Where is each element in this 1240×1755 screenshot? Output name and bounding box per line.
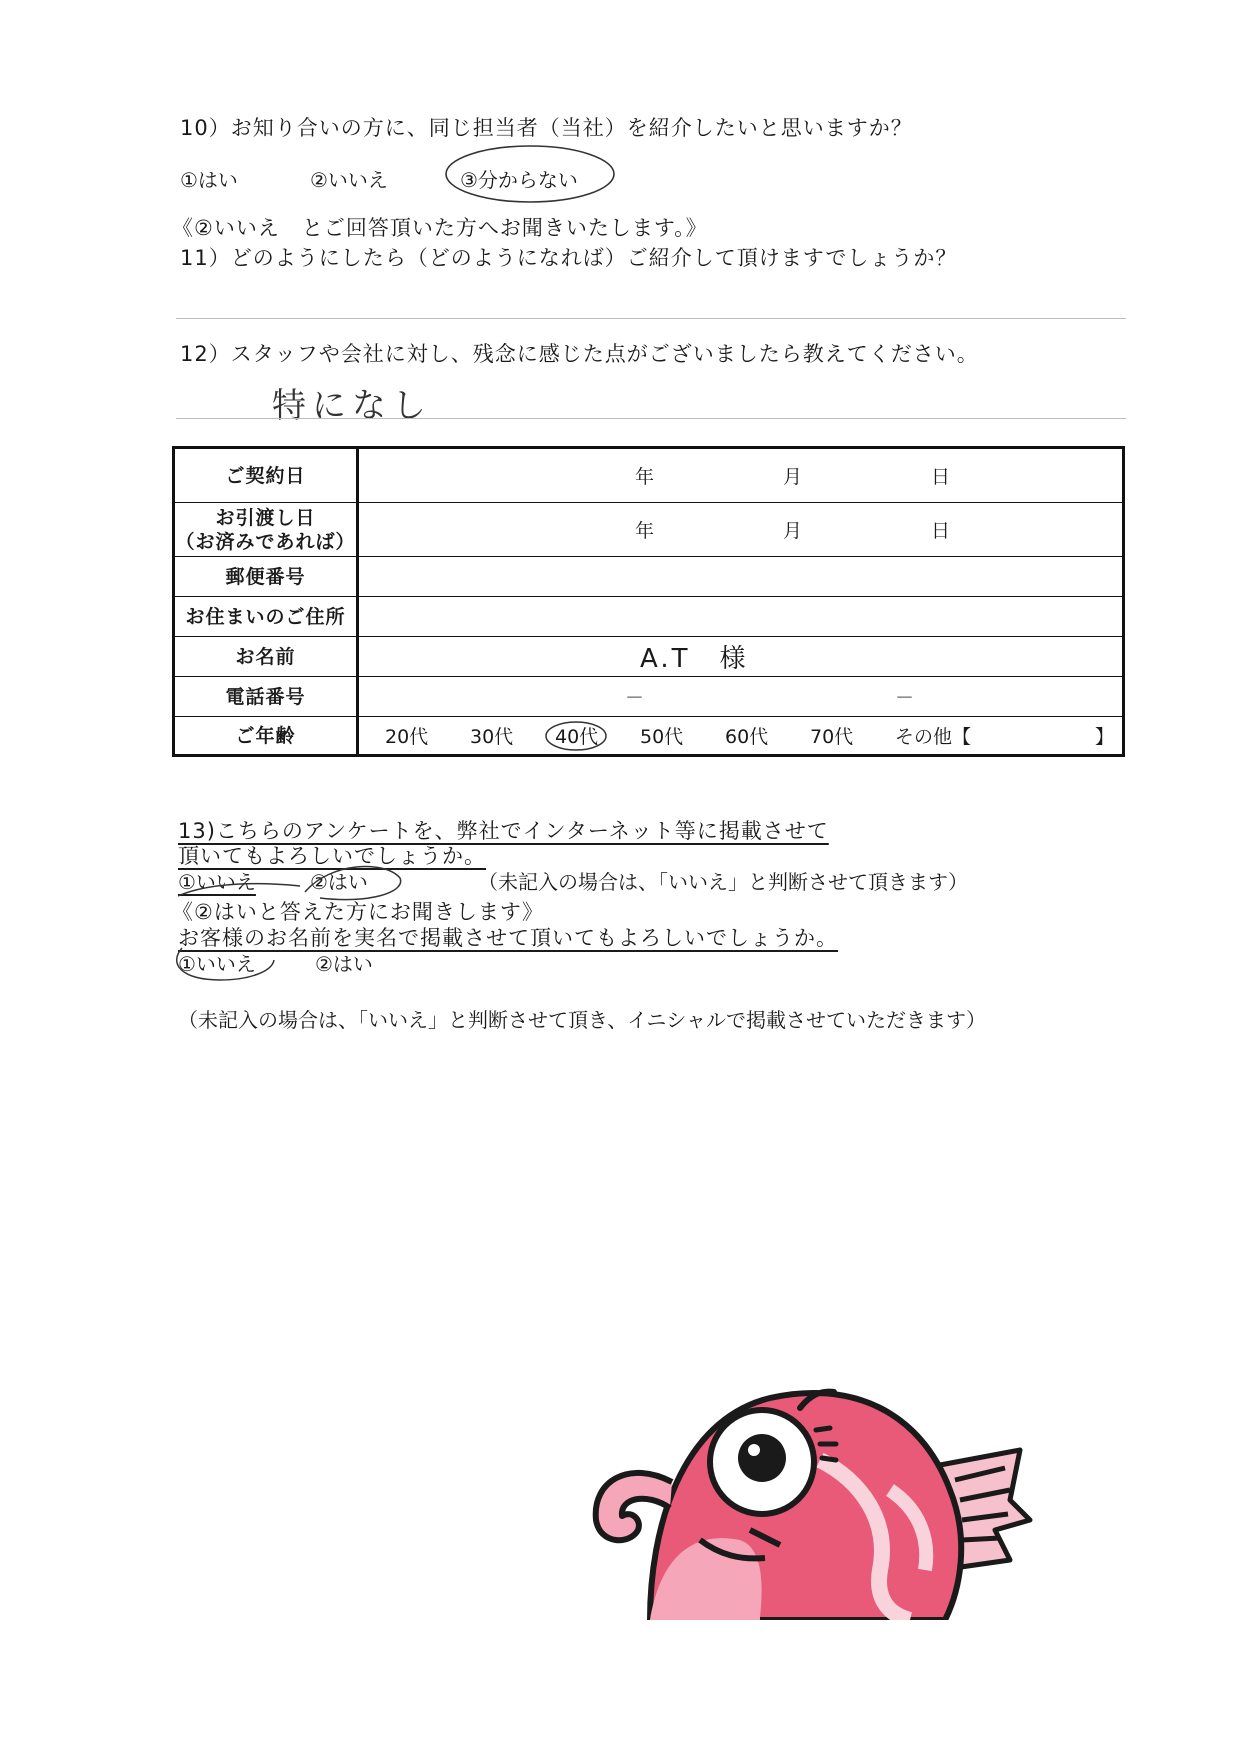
name-label: お名前 (175, 637, 359, 676)
contract-day[interactable]: 日 (931, 466, 951, 488)
age-option-other[interactable]: その他【 (895, 726, 972, 748)
phone-dash-1: － (625, 687, 645, 709)
age-option-60s[interactable]: 60代 (725, 726, 769, 748)
q12-handwritten-answer: 特になし (272, 386, 432, 426)
q13-question-line2: 頂いてもよろしいでしょうか。 (178, 844, 486, 868)
q13-option-yes[interactable]: ②はい (310, 870, 368, 894)
delivery-date-label: お引渡し日 （お済みであれば） (175, 503, 359, 556)
q11-question: 11）どのようにしたら（どのようになれば）ご紹介して頂けますでしょうか？ (180, 246, 958, 270)
age-other-close-bracket: 】 (1095, 726, 1115, 748)
age-option-40s[interactable]: 40代 (555, 726, 599, 748)
q10-question: 10）お知り合いの方に、同じ担当者（当社）を紹介したいと思いますか？ (180, 116, 913, 140)
age-option-30s[interactable]: 30代 (470, 726, 514, 748)
age-label: ご年齢 (175, 717, 359, 754)
table-row-contract-date (175, 449, 1122, 503)
table-row-postal-code (175, 557, 1122, 597)
sea-bream-mascot-icon (590, 1370, 1150, 1620)
q14-option-yes[interactable]: ②はい (315, 952, 373, 976)
table-row-address (175, 597, 1122, 637)
q11-answer-line (176, 318, 1126, 319)
table-row-delivery-date (175, 503, 1122, 557)
postal-code-label: 郵便番号 (175, 557, 359, 596)
q14-note: 《②はいと答えた方にお聞きします》 (172, 900, 544, 924)
q10-option-unsure[interactable]: ③分からない (460, 168, 578, 192)
contract-date-label: ご契約日 (175, 449, 359, 502)
delivery-day[interactable]: 日 (931, 520, 951, 542)
q14-default-note: （未記入の場合は、「いいえ」と判断させて頂き、イニシャルで掲載させていただきます） (178, 1008, 986, 1032)
contract-year[interactable]: 年 (635, 466, 655, 488)
q10-selection-circle (440, 140, 620, 210)
age-option-70s[interactable]: 70代 (810, 726, 854, 748)
address-label: お住まいのご住所 (175, 597, 359, 636)
age-option-50s[interactable]: 50代 (640, 726, 684, 748)
table-row-phone (175, 677, 1122, 717)
q14-question: お客様のお名前を実名で掲載させて頂いてもよろしいでしょうか。 (178, 926, 838, 950)
delivery-year[interactable]: 年 (635, 520, 655, 542)
q12-answer-line (176, 418, 1126, 419)
q12-question: 12）スタッフや会社に対し、残念に感じた点がございましたら教えてください。 (180, 342, 979, 366)
q13-option-no[interactable]: ①いいえ (178, 870, 256, 894)
delivery-month[interactable]: 月 (783, 520, 803, 542)
contract-month[interactable]: 月 (783, 466, 803, 488)
age-option-20s[interactable]: 20代 (385, 726, 429, 748)
q14-selection-circle (168, 940, 280, 986)
phone-dash-2: － (895, 687, 915, 709)
q14-option-no[interactable]: ①いいえ (178, 952, 256, 976)
q13-default-note: （未記入の場合は、「いいえ」と判断させて頂きます） (478, 870, 968, 894)
table-row-age (175, 717, 1122, 754)
q11-note: 《②いいえ とご回答頂いた方へお聞きいたします。》 (172, 216, 708, 240)
customer-info-table (172, 446, 1125, 757)
table-row-name (175, 637, 1122, 677)
q10-option-yes[interactable]: ①はい (180, 168, 238, 192)
phone-label: 電話番号 (175, 677, 359, 716)
age-selection-circle (543, 719, 609, 753)
q13-question-line1: 13)こちらのアンケートを、弊社でインターネット等に掲載させて (178, 819, 829, 843)
name-value[interactable]: A.T 様 (640, 644, 749, 674)
q10-option-no[interactable]: ②いいえ (310, 168, 388, 192)
